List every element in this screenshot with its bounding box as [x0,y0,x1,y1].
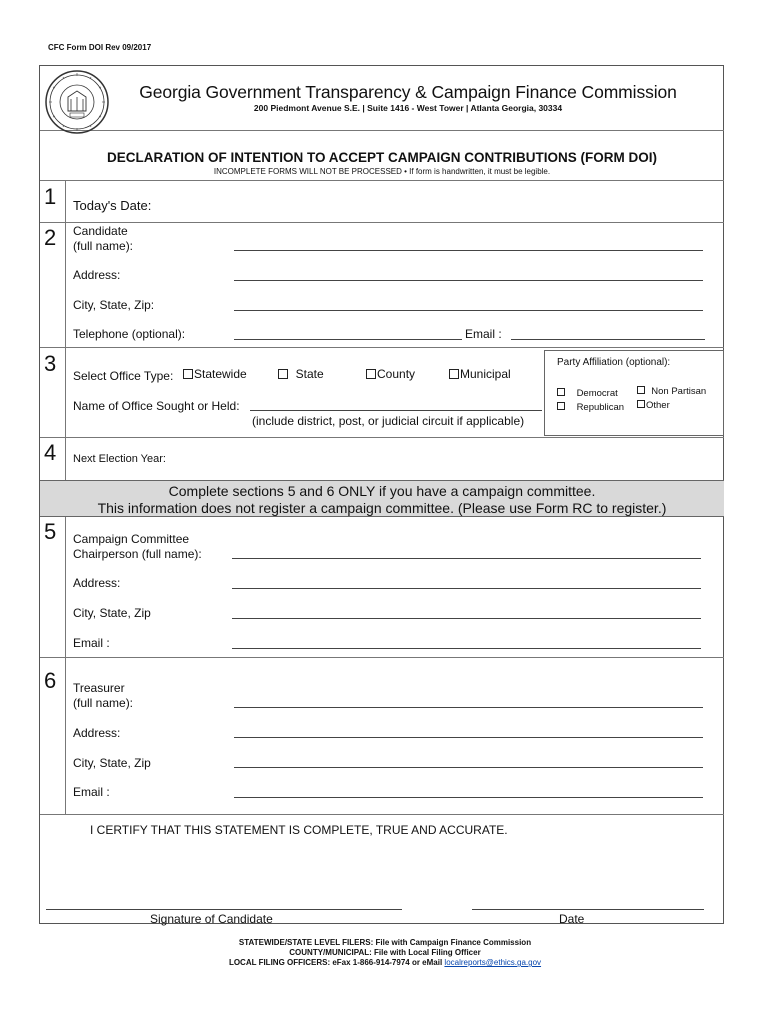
section-number: 6 [44,668,57,693]
statewide-label: Statewide [194,367,247,381]
chair-email-label: Email : [73,636,110,650]
other-label: Other [646,400,670,411]
party-non-partisan[interactable] [637,386,706,397]
divider [40,657,724,658]
chairperson-label-1: Campaign Committee [73,532,190,546]
chair-email-field[interactable] [232,648,701,649]
treasurer-city-label: City, State, Zip [73,756,151,770]
treasurer-fullname-label: (full name): [73,696,134,710]
chair-address-field[interactable] [232,588,701,589]
footer-line-3-prefix: LOCAL FILING OFFICERS: eFax 1-866-914-7974 or eMail [228,958,443,967]
checkbox-icon[interactable] [449,369,459,379]
date-label: Date [559,912,585,926]
commission-seal [44,69,110,135]
republican-label: Republican [576,402,625,413]
section-number: 2 [44,225,57,250]
checkbox-icon[interactable] [183,369,193,379]
form-title: DECLARATION OF INTENTION TO ACCEPT CAMPAIGN CONTRIBUTIONS (FORM DOI) [107,150,657,165]
checkbox-icon[interactable] [366,369,376,379]
candidate-city-field[interactable] [234,310,703,311]
email-link[interactable]: localreports@ethics.ga.gov [444,958,542,967]
banner-line-1: Complete sections 5 and 6 ONLY if you have a campaign committee. [168,483,596,499]
office-type-county[interactable] [366,367,415,381]
candidate-fullname-label: (full name): [73,239,134,253]
party-affiliation-box [544,350,724,436]
committee-banner [40,480,724,517]
treasurer-address-label: Address: [73,726,121,740]
organization-name: Georgia Government Transparency & Campaign Finance Commission [139,82,677,102]
chairperson-name-field[interactable] [232,558,701,559]
divider [40,437,724,438]
office-type-statewide[interactable] [183,367,247,381]
candidate-name-field[interactable] [234,250,703,251]
section-number: 5 [44,519,57,544]
party-democrat[interactable] [557,388,618,399]
checkbox-icon[interactable] [637,400,645,408]
chairperson-label-2: Chairperson (full name): [73,547,202,561]
candidate-address-field[interactable] [234,280,703,281]
municipal-label: Municipal [460,367,511,381]
chair-city-field[interactable] [232,618,701,619]
county-label: County [377,367,416,381]
checkbox-icon[interactable] [637,386,645,394]
organization-address: 200 Piedmont Avenue S.E. | Suite 1416 - West Tower | Atlanta Georgia, 30334 [253,103,563,113]
party-other[interactable] [637,400,670,411]
treasurer-email-label: Email : [73,785,110,799]
divider [40,347,724,348]
divider [40,814,724,815]
democrat-label: Democrat [576,388,618,399]
checkbox-icon[interactable] [278,369,288,379]
number-column-line [65,517,66,814]
footer-line-3 [40,958,730,967]
office-sought-field[interactable] [250,410,542,411]
telephone-field[interactable] [234,339,462,340]
office-type-label: Select Office Type: [73,369,174,383]
footer-line-1: STATEWIDE/STATE LEVEL FILERS: File with Campaign Finance Commission [238,938,532,947]
treasurer-name-field[interactable] [234,707,703,708]
date-field[interactable] [472,909,704,910]
divider [40,180,724,181]
section-number: 4 [44,440,57,465]
checkbox-icon[interactable] [557,402,565,410]
office-type-municipal[interactable] [449,367,511,381]
certification-statement: I CERTIFY THAT THIS STATEMENT IS COMPLETE, TRUE AND ACCURATE. [90,823,508,837]
divider [40,222,724,223]
treasurer-label: Treasurer [73,681,125,695]
state-label: State [295,367,324,381]
office-type-state[interactable] [278,367,324,381]
number-column-line [65,180,66,480]
checkbox-icon[interactable] [557,388,565,396]
office-sought-label: Name of Office Sought or Held: [73,399,240,413]
candidate-label: Candidate [73,224,128,238]
form-subtitle: INCOMPLETE FORMS WILL NOT BE PROCESSED • If form is handwritten, it must be legible. [213,167,551,176]
signature-label: Signature of Candidate [150,912,273,926]
signature-field[interactable] [46,909,402,910]
chair-city-label: City, State, Zip [73,606,151,620]
divider [40,130,724,131]
chair-address-label: Address: [73,576,121,590]
section-number: 1 [44,184,57,209]
candidate-email-field[interactable] [511,339,705,340]
form-revision: CFC Form DOI Rev 09/2017 [48,43,152,52]
non-partisan-label: Non Partisan [651,386,707,397]
candidate-address-label: Address: [73,268,121,282]
office-sought-note: (include district, post, or judicial circuit if applicable) [252,414,525,428]
banner-line-2: This information does not register a campaign committee. (Please use Form RC to register.) [97,500,667,516]
party-affiliation-title: Party Affiliation (optional): [557,357,671,368]
party-republican[interactable] [557,402,624,413]
footer-line-2: COUNTY/MUNICIPAL: File with Local Filing Officer [289,948,481,957]
candidate-city-label: City, State, Zip: [73,298,155,312]
todays-date-label: Today's Date: [73,198,152,213]
treasurer-email-field[interactable] [234,797,703,798]
section-number: 3 [44,351,57,376]
next-election-label: Next Election Year: [73,453,166,465]
treasurer-city-field[interactable] [234,767,703,768]
candidate-email-label: Email : [465,327,502,341]
telephone-label: Telephone (optional): [73,327,186,341]
treasurer-address-field[interactable] [234,737,703,738]
